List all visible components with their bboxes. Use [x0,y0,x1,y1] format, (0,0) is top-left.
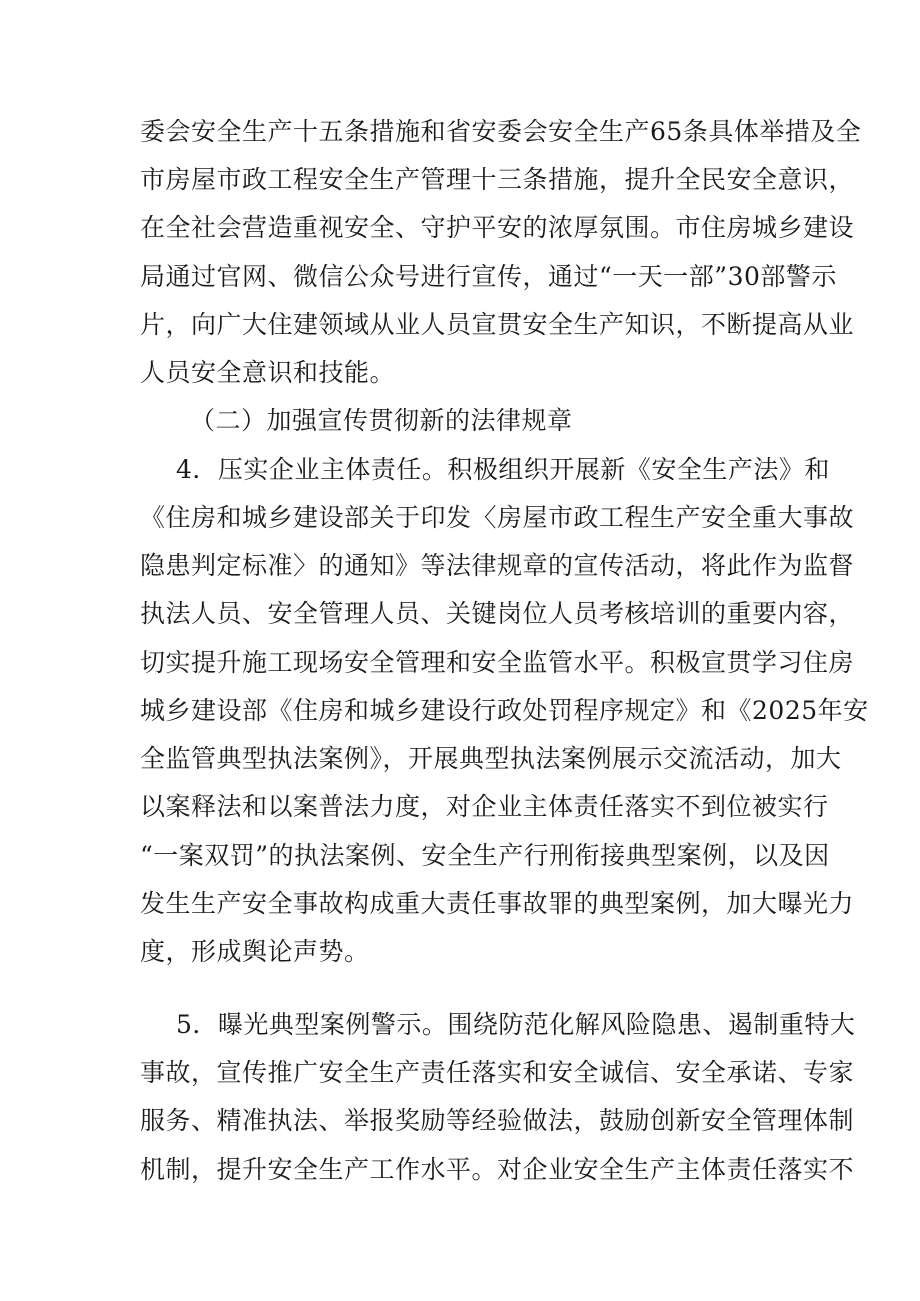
section-heading: （二）加强宣传贯彻新的法律规章 [190,406,573,435]
paragraph-line: 城乡建设部《住房和城乡建设行政处罚程序规定》和《2025年安 [140,696,869,725]
paragraph-line: 委会安全生产十五条措施和省安委会安全生产65条具体举措及全 [140,117,862,146]
paragraph-line: 人员安全意识和技能。 [140,358,396,387]
paragraph-line: 局通过官网、微信公众号进行宣传，通过“一天一部”30部警示 [140,262,837,291]
paragraph-line: 服务、精准执法、举报奖励等经验做法，鼓励创新安全管理体制 [140,1106,855,1135]
paragraph-line: 度，形成舆论声势。 [140,937,370,966]
paragraph-line: 事故，宣传推广安全生产责任落实和安全诚信、安全承诺、专家 [140,1058,855,1087]
paragraph-line: 发生生产安全事故构成重大责任事故罪的典型案例，加大曝光力 [140,889,855,918]
paragraph-line: 切实提升施工现场安全管理和安全监管水平。积极宣贯学习住房 [140,648,855,677]
paragraph-line: 4．压实企业主体责任。积极组织开展新《安全生产法》和 [176,455,830,484]
paragraph-line: 市房屋市政工程安全生产管理十三条措施，提升全民安全意识， [140,165,855,194]
paragraph-line: 以案释法和以案普法力度，对企业主体责任落实不到位被实行 [140,792,829,821]
paragraph-line: 《住房和城乡建设部关于印发〈房屋市政工程生产安全重大事故 [140,503,855,532]
paragraph-line: 在全社会营造重视安全、守护平安的浓厚氛围。市住房城乡建设 [140,213,855,242]
paragraph-line: 5．曝光典型案例警示。围绕防范化解风险隐患、遏制重特大 [176,1010,856,1039]
paragraph-line: 机制，提升安全生产工作水平。对企业安全生产主体责任落实不 [140,1155,855,1184]
paragraph-line: 隐患判定标准〉的通知》等法律规章的宣传活动，将此作为监督 [140,551,855,580]
paragraph-line: “一案双罚”的执法案例、安全生产行刑衔接典型案例，以及因 [140,841,830,870]
paragraph-line: 执法人员、安全管理人员、关键岗位人员考核培训的重要内容， [140,599,855,628]
paragraph-line: 全监管典型执法案例》，开展典型执法案例展示交流活动，加大 [140,744,842,773]
paragraph-line: 片，向广大住建领域从业人员宣贯安全生产知识，不断提高从业 [140,310,855,339]
